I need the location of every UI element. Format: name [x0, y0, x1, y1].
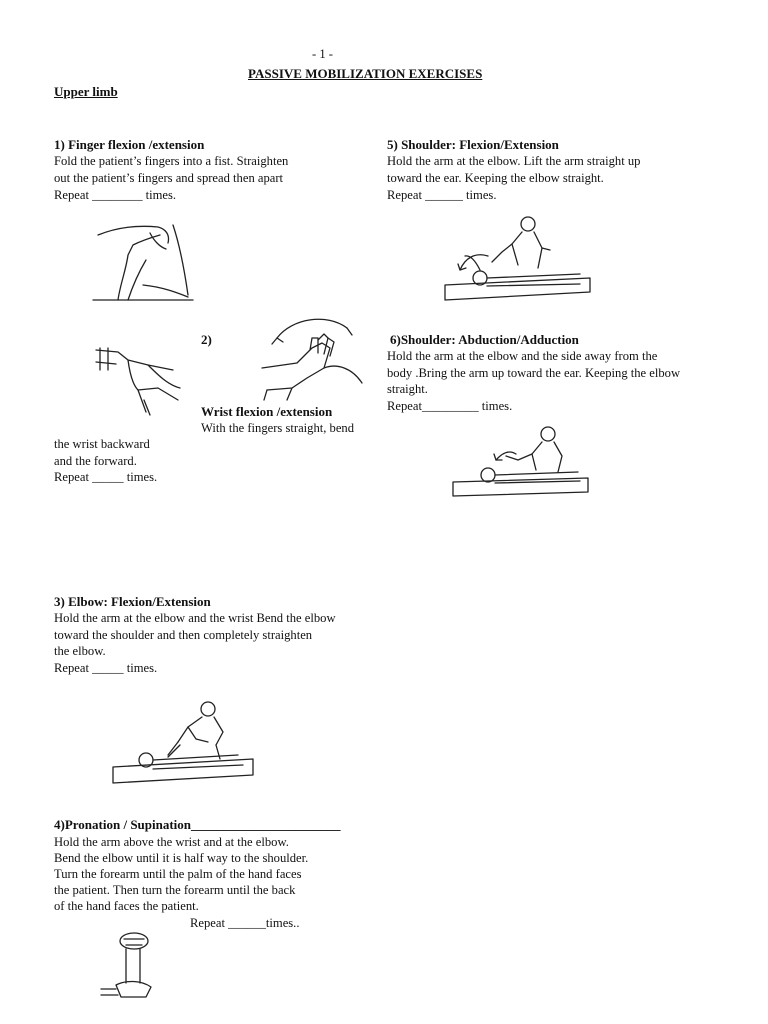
exercise-4-line: Bend the elbow until it is half way to the shoulder.	[54, 851, 309, 865]
exercise-5-line: Repeat ______ times.	[387, 188, 497, 202]
exercise-3-line: Hold the arm at the elbow and the wrist Bend the elbow	[54, 611, 336, 625]
exercise-2-line: Repeat _____ times.	[54, 470, 158, 484]
exercise-2-line: and the forward.	[54, 454, 137, 468]
exercise-6-heading: 6)Shoulder: Abduction/Adduction	[390, 332, 579, 347]
section-heading: Upper limb	[54, 84, 118, 99]
finger-fist-illustration	[88, 340, 188, 420]
exercise-2-number: 2)	[201, 332, 212, 347]
exercise-4-line: the patient. Then turn the forearm until the back	[54, 883, 296, 897]
exercise-6-line: straight.	[387, 382, 428, 396]
exercise-1-line: Repeat ________ times.	[54, 188, 177, 202]
shoulder-abduction-illustration	[448, 420, 598, 505]
finger-flexion-illustration	[88, 215, 198, 305]
exercise-2-line: With the fingers straight, bend	[201, 421, 355, 435]
pronation-supination-illustration	[96, 925, 166, 1005]
exercise-3-line: Repeat _____ times.	[54, 661, 158, 675]
exercise-5-heading: 5) Shoulder: Flexion/Extension	[387, 137, 559, 152]
exercise-5-line: Hold the arm at the elbow. Lift the arm straight up	[387, 154, 641, 168]
exercise-4-line: of the hand faces the patient.	[54, 899, 199, 913]
exercise-2-heading: Wrist flexion /extension	[201, 404, 333, 419]
exercise-4-line: Repeat ______times..	[190, 916, 300, 930]
exercise-6-line: body .Bring the arm up toward the ear. Keeping the elbow	[387, 366, 681, 380]
exercise-1-line: out the patient’s fingers and spread then apart	[54, 171, 284, 185]
exercise-1-line: Fold the patient’s fingers into a fist. Straighten	[54, 154, 289, 168]
exercise-4-line: Turn the forearm until the palm of the hand faces	[54, 867, 302, 881]
exercise-4-heading: 4)Pronation / Supination_______________________	[54, 817, 341, 832]
shoulder-flexion-illustration	[440, 210, 600, 305]
page-title: PASSIVE MOBILIZATION EXERCISES	[248, 66, 483, 81]
exercise-4-line: Hold the arm above the wrist and at the elbow.	[54, 835, 289, 849]
exercise-6-line: Repeat_________ times.	[387, 399, 513, 413]
wrist-flexion-illustration	[252, 308, 367, 403]
exercise-3-heading: 3) Elbow: Flexion/Extension	[54, 594, 211, 609]
exercise-3-line: toward the shoulder and then completely straighten	[54, 628, 313, 642]
exercise-6-line: Hold the arm at the elbow and the side away from the	[387, 349, 658, 363]
page-number: - 1 -	[312, 47, 333, 61]
elbow-flexion-illustration	[108, 697, 258, 792]
exercise-5-line: toward the ear. Keeping the elbow straight.	[387, 171, 604, 185]
exercise-3-line: the elbow.	[54, 644, 106, 658]
exercise-1-heading: 1) Finger flexion /extension	[54, 137, 205, 152]
exercise-2-line: the wrist backward	[54, 437, 150, 451]
